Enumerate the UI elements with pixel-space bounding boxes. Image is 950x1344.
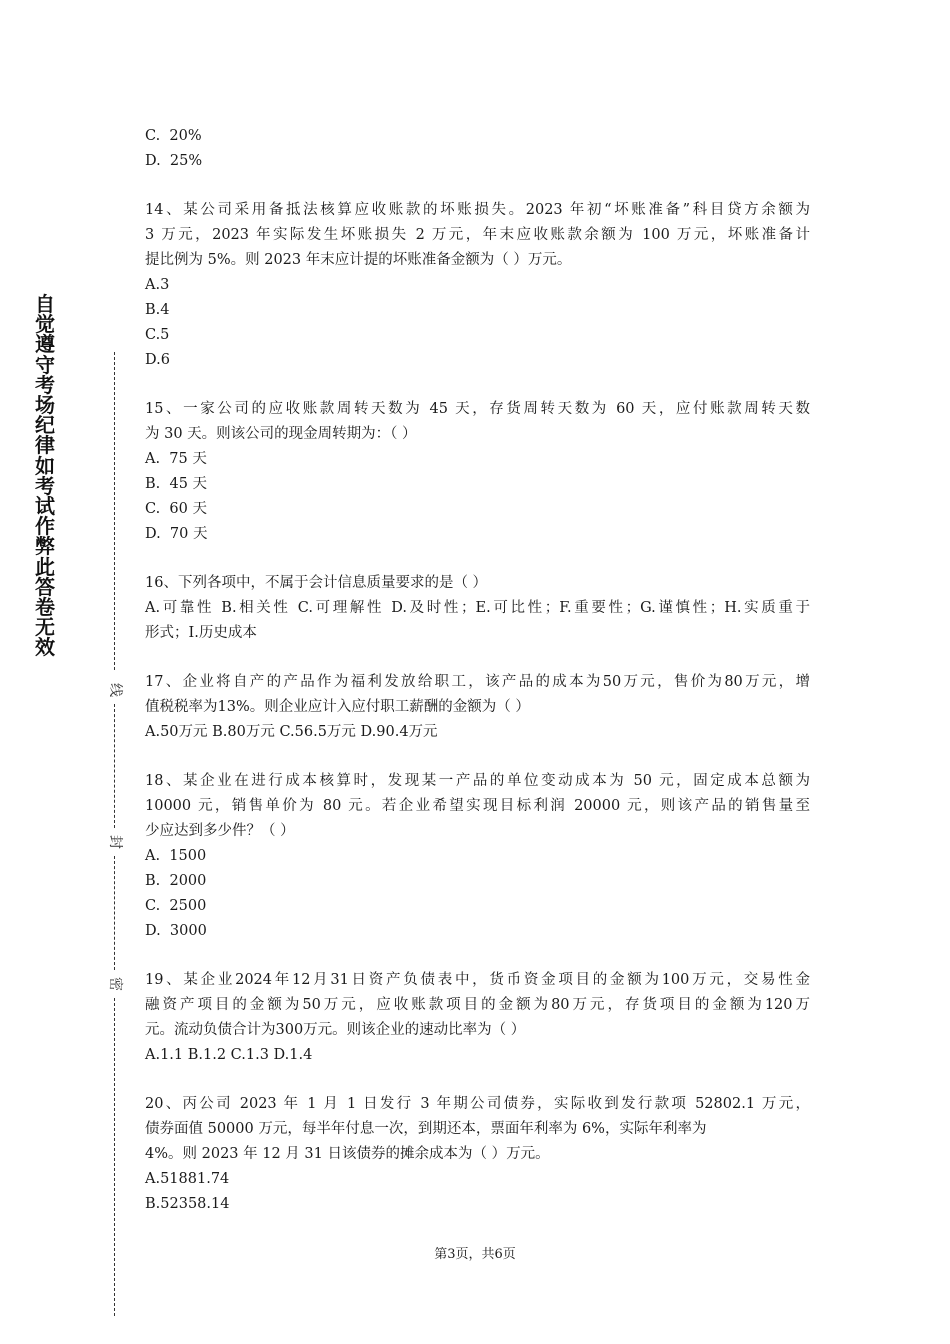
answer-option: A.3 xyxy=(145,277,170,293)
question-stem-line: 形式；I.历史成本 xyxy=(145,625,257,641)
question-stem-line: 为 30 天。则该公司的现金周转期为：（ ） xyxy=(145,426,417,442)
answer-option: B. 2000 xyxy=(145,873,207,889)
question-stem-line: 债券面值 50000 万元，每半年付息一次，到期还本，票面年利率为 6%，实际年利率为 xyxy=(145,1121,707,1137)
answer-option: D.6 xyxy=(145,352,170,368)
question-stem-line: 20、丙公司 2023 年 1 月 1 日发行 3 年期公司债券，实际收到发行款项 52802.1 万元， xyxy=(145,1096,810,1112)
question-17 xyxy=(145,670,810,745)
question-13-continued xyxy=(145,124,810,174)
question-20 xyxy=(145,1092,810,1217)
question-stem-line: 18、某企业在进行成本核算时，发现某一产品的单位变动成本为 50 元，固定成本总额为 xyxy=(145,773,810,789)
answer-option: D. 70 天 xyxy=(145,526,208,542)
answer-option: C.5 xyxy=(145,327,170,343)
binding-dashed-line xyxy=(114,352,115,670)
page-number: 第3页，共6页 xyxy=(434,1247,516,1262)
question-stem-line: 少应达到多少件？（ ） xyxy=(145,823,295,839)
question-15 xyxy=(145,397,810,547)
question-stem-line: 10000 元，销售单价为 80 元。若企业希望实现目标利润 20000 元，则该产品的销售量至 xyxy=(145,798,810,814)
binding-dashed-line xyxy=(114,998,115,1316)
binding-dashed-line xyxy=(114,856,115,970)
binding-mark-line: 线 xyxy=(107,683,123,697)
question-options-inline: A.1.1 B.1.2 C.1.3 D.1.4 xyxy=(145,1047,313,1063)
question-stem-line: 17、企业将自产的产品作为福利发放给职工，该产品的成本为50万元，售价为80万元，增 xyxy=(145,674,810,690)
question-14 xyxy=(145,198,810,373)
question-18 xyxy=(145,769,810,944)
answer-option: A. 75 天 xyxy=(145,451,207,467)
binding-mark-secret: 密 xyxy=(107,977,123,991)
binding-mark-seal: 封 xyxy=(107,835,123,849)
question-19 xyxy=(145,968,810,1068)
answer-option: C. 60 天 xyxy=(145,501,207,517)
question-options-inline: A.50万元 B.80万元 C.56.5万元 D.90.4万元 xyxy=(145,724,438,740)
question-stem-line: 14、某公司采用备抵法核算应收账款的坏账损失。2023 年初“坏账准备”科目贷方余额为 xyxy=(145,202,810,218)
question-stem-line: 3 万元，2023 年实际发生坏账损失 2 万元，年末应收账款余额为 100 万元，坏账准备计 xyxy=(145,227,810,243)
answer-option: D. 3000 xyxy=(145,923,207,939)
answer-option: B.52358.14 xyxy=(145,1196,230,1212)
question-stem-line: 元。流动负债合计为300万元。则该企业的速动比率为（ ） xyxy=(145,1022,526,1038)
question-stem-line: 4%。则 2023 年 12 月 31 日该债券的摊余成本为（ ）万元。 xyxy=(145,1146,550,1162)
question-stem-line: A.可靠性 B.相关性 C.可理解性 D.及时性；E.可比性；F.重要性；G.谨慎性；H.实质重于 xyxy=(145,600,810,616)
question-stem-line: 19、某企业2024年12月31日资产负债表中，货币资金项目的金额为100万元，交易性金 xyxy=(145,972,810,988)
answer-option: A.51881.74 xyxy=(145,1171,230,1187)
answer-option: B.4 xyxy=(145,302,170,318)
answer-option: A. 1500 xyxy=(145,848,207,864)
binding-dashed-line xyxy=(114,704,115,828)
question-stem-line: 15、一家公司的应收账款周转天数为 45 天，存货周转天数为 60 天，应付账款周转天数 xyxy=(145,401,810,417)
answer-option: C. 20% xyxy=(145,128,202,144)
exam-discipline-warning: 自觉遵守考场纪律如考试作弊此答卷无效 xyxy=(35,292,55,660)
question-16 xyxy=(145,571,810,646)
question-stem-line: 提比例为 5%。则 2023 年末应计提的坏账准备金额为（ ）万元。 xyxy=(145,252,572,268)
answer-option: B. 45 天 xyxy=(145,476,208,492)
question-stem-line: 值税税率为13%。则企业应计入应付职工薪酬的金额为（ ） xyxy=(145,699,530,715)
question-content xyxy=(145,124,810,1217)
answer-option: D. 25% xyxy=(145,153,203,169)
answer-option: C. 2500 xyxy=(145,898,207,914)
question-stem-line: 融资产项目的金额为50万元，应收账款项目的金额为80万元，存货项目的金额为120万 xyxy=(145,997,810,1013)
question-stem-line: 16、下列各项中，不属于会计信息质量要求的是（ ） xyxy=(145,575,488,591)
